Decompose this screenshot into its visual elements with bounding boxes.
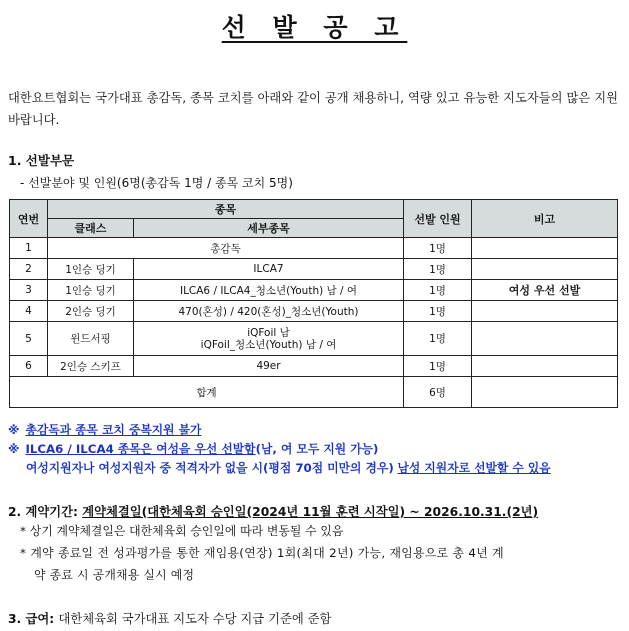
note-1 [8, 421, 551, 440]
note-mark: ※ [8, 442, 20, 456]
header-count: 선발 인원 [404, 200, 472, 238]
row-detail: 470(혼성) / 420(혼성)_청소년(Youth) [134, 301, 404, 322]
note-mark: ※ [8, 423, 20, 437]
salary-text: 대한체육회 국가대표 지도자 수당 지급 기준에 준함 [58, 612, 332, 626]
row-class: 1인승 딩기 [48, 280, 134, 301]
section2-label: 2. 계약기간: [8, 505, 83, 519]
row-count: 1명 [404, 259, 472, 280]
table-row [10, 280, 618, 301]
row-detail: ILCA6 / ILCA4_청소년(Youth) 남 / 여 [134, 280, 404, 301]
row-class: 1인승 딩기 [48, 259, 134, 280]
intro-paragraph: 대한요트협회는 국가대표 총감독, 종목 코치를 아래와 같이 공개 채용하니, 역량 있고 유능한 지도자들의 많은 지원 바랍니다. [8, 91, 618, 127]
table-total-row [10, 377, 618, 408]
section2-bullet-2 [20, 542, 620, 586]
table-row [10, 322, 618, 356]
row-count: 1명 [404, 238, 472, 259]
section3-label: 3. 급여: [8, 612, 59, 626]
row-detail-line1: iQFoil 남 [247, 326, 290, 339]
table-row [10, 238, 618, 259]
header-event: 종목 [48, 200, 404, 219]
table-row [10, 356, 618, 377]
row-detail-line2: iQFoil_청소년(Youth) 남 / 여 [200, 338, 337, 351]
note-2-paren: (남, 여 모두 지원 가능) [255, 442, 379, 456]
row-count: 1명 [404, 356, 472, 377]
total-count: 6명 [404, 377, 472, 408]
section2-bullet-2-line1: * 계약 종료일 전 성과평가를 통한 재임용(연장) 1회(최대 2년) 가능, 재임용으로 총 4년 계 [20, 546, 504, 560]
contract-period: 계약체결일(대한체육회 승인일(2024년 11월 훈련 시작일) ~ 2026.10.31.(2년) [82, 505, 539, 519]
note-3-emphasis: 남성 지원자로 선발할 수 있음 [397, 461, 551, 475]
row-count: 1명 [404, 322, 472, 356]
section1-heading: 1. 선발부문 [8, 153, 75, 168]
selection-table [9, 199, 618, 408]
row-remark [472, 356, 618, 377]
row-count: 1명 [404, 280, 472, 301]
row-class: 2인승 스키프 [48, 356, 134, 377]
section1-subitem: - 선발분야 및 인원(6명(총감독 1명 / 종목 코치 5명) [20, 176, 293, 190]
header-class: 클래스 [48, 219, 134, 238]
table-row [10, 259, 618, 280]
note-2-text: ILCA6 / ILCA4 종목은 여성을 우선 선발함 [25, 442, 256, 456]
note-1-text: 총감독과 종목 코치 중복지원 불가 [25, 423, 202, 437]
row-no: 1 [10, 238, 48, 259]
row-no: 2 [10, 259, 48, 280]
section2-heading [8, 502, 538, 520]
header-remark: 비고 [472, 200, 618, 238]
row-remark [472, 301, 618, 322]
total-label: 합계 [10, 377, 404, 408]
note-3 [8, 459, 551, 478]
row-detail: 총감독 [48, 238, 404, 259]
row-detail: 49er [134, 356, 404, 377]
row-detail: ILCA7 [134, 259, 404, 280]
table-row [10, 301, 618, 322]
total-remark [472, 377, 618, 408]
note-2 [8, 440, 551, 459]
section2-bullet-2-line2: 약 종료 시 공개채용 실시 예정 [34, 568, 195, 582]
row-no: 5 [10, 322, 48, 356]
row-remark [472, 259, 618, 280]
row-remark [472, 322, 618, 356]
row-class: 윈드서핑 [48, 322, 134, 356]
row-no: 4 [10, 301, 48, 322]
row-class: 2인승 딩기 [48, 301, 134, 322]
row-detail [134, 322, 404, 356]
row-remark: 여성 우선 선발 [472, 280, 618, 301]
header-no: 연번 [10, 200, 48, 238]
row-no: 6 [10, 356, 48, 377]
section2-bullet-1: * 상기 계약체결일은 대한체육회 승인일에 따라 변동될 수 있음 [20, 524, 344, 538]
notes [8, 421, 551, 478]
page-title: 선 발 공 고 [221, 13, 408, 42]
row-remark [472, 238, 618, 259]
row-count: 1명 [404, 301, 472, 322]
header-detail: 세부종목 [134, 219, 404, 238]
note-3-text: 여성지원자나 여성지원자 중 적격자가 없을 시(평점 70점 미만의 경우) [26, 461, 394, 475]
row-no: 3 [10, 280, 48, 301]
section3-heading [8, 609, 331, 627]
